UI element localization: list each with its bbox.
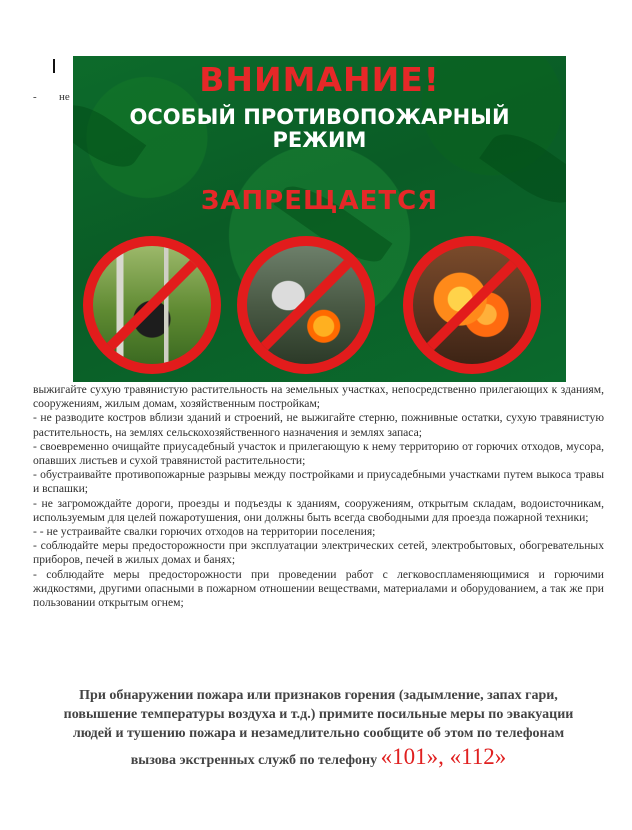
notice-line: вызова экстренных служб по телефону [130, 753, 378, 768]
rule-paragraph: - не разводите костров вблизи зданий и строений, не выжигайте стерню, пожнивные остатки, сухую травянистую растительность, на землях сельскохозяйственного назначения и землях запаса; [33, 411, 604, 439]
rule-paragraph: - соблюдайте меры предосторожности при проведении работ с легковоспламеняющимися и горючими жидкостями, другими опасными в пожарном отношении веществами, материалами и оборудованием, а так же при пользовании открытым огнем; [33, 567, 604, 610]
poster-subtitle [73, 106, 566, 152]
fire-safety-poster [73, 56, 566, 382]
emergency-notice [33, 686, 604, 770]
no-campfire-icon [237, 236, 375, 374]
poster-subtitle-line1: ОСОБЫЙ ПРОТИВОПОЖАРНЫЙ [129, 105, 510, 129]
emergency-phone-numbers: «101», «112» [380, 744, 507, 769]
poster-ban-heading: ЗАПРЕЩАЕТСЯ [200, 186, 439, 216]
no-forest-walking-icon [83, 236, 221, 374]
notice-line: При обнаружении пожара или признаков горения (задымление, запах гари, [79, 688, 558, 703]
notice-line: повышение температуры воздуха и т.д.) примите посильные меры по эвакуации [63, 707, 574, 722]
rule-paragraph: выжигайте сухую травянистую растительность на земельных участках, непосредственно прилегающих к зданиям, сооружениям, жилым домам, хозяйственным постройкам; [33, 383, 604, 411]
rule-paragraph: - - не устраивайте свалки горючих отходов на территории поселения; [33, 525, 376, 539]
rule-paragraph: - своевременно очищайте приусадебный участок и прилегающую к нему территорию от горючих отходов, мусора, опавших листьев и сухой травянистой растительности; [33, 439, 604, 468]
first-line-fragment [33, 91, 70, 104]
poster-subtitle-line2: РЕЖИМ [272, 128, 367, 152]
rule-paragraph: - обустраивайте противопожарные разрывы между постройками и приусадебными участками путем выкоса травы и вспашки; [33, 468, 604, 496]
rule-paragraph: - не загромождайте дороги, проезды и подъезды к зданиям, сооружениям, открытым складам, водоисточникам, используемым для целей пожаротушения, они должны быть всегда свободными для проезда пожарной техники; [33, 496, 604, 524]
poster-title: ВНИМАНИЕ! [199, 60, 440, 99]
rules-text [33, 383, 604, 610]
no-grass-burning-icon [403, 236, 541, 374]
text-cursor [53, 59, 55, 73]
notice-phone-line [33, 744, 604, 770]
notice-line: людей и тушению пожара и незамедлительно сообщите об этом по телефонам [72, 726, 565, 741]
rule-paragraph: - соблюдайте меры предосторожности при эксплуатации электрических сетей, электробытовых, обогревательных приборов, печей в жилых домах и банях; [33, 539, 604, 567]
fragment-text: не [59, 91, 70, 103]
list-dash: - [33, 91, 37, 103]
